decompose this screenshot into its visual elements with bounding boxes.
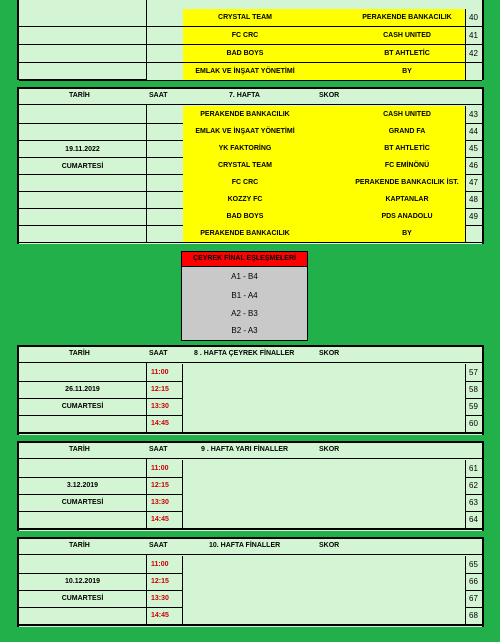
away-team: FC EMİNÖNÜ xyxy=(349,157,466,174)
score-home-cell[interactable] xyxy=(307,556,329,573)
score-away-cell[interactable] xyxy=(328,477,350,494)
score-home-cell[interactable] xyxy=(307,63,329,80)
away-team: CASH UNITED xyxy=(349,106,466,123)
home-team-cell[interactable] xyxy=(183,556,308,573)
match-date: 19.11.2022 xyxy=(65,146,100,153)
score-away-cell[interactable] xyxy=(328,208,350,225)
match-number: 63 xyxy=(469,498,478,507)
table-row xyxy=(19,607,482,626)
header-score-label: SKOR xyxy=(319,542,340,549)
score-away-cell[interactable] xyxy=(328,174,350,191)
score-away-cell[interactable] xyxy=(328,27,350,44)
header-time-label: SAAT xyxy=(149,542,168,549)
table-row xyxy=(19,573,482,591)
score-away-cell[interactable] xyxy=(328,364,350,381)
match-time: 11:00 xyxy=(146,460,183,477)
match-number: 58 xyxy=(469,385,478,394)
score-home-cell[interactable] xyxy=(307,106,329,123)
table-row xyxy=(19,590,482,608)
score-away-cell[interactable] xyxy=(328,157,350,174)
table-row xyxy=(19,477,482,495)
header-date-label: TARİH xyxy=(69,92,90,99)
away-team: PERAKENDE BANKACILIK xyxy=(349,9,466,26)
match-time: 14:45 xyxy=(146,415,183,432)
home-team-cell[interactable] xyxy=(183,511,308,528)
match-number: 60 xyxy=(469,419,478,428)
score-home-cell[interactable] xyxy=(307,494,329,511)
table-row xyxy=(19,208,482,226)
match-number: 57 xyxy=(469,368,478,377)
match-number: 64 xyxy=(469,515,478,524)
match-time: 12:15 xyxy=(146,573,183,590)
score-away-cell[interactable] xyxy=(328,45,350,62)
score-home-cell[interactable] xyxy=(307,573,329,590)
week9-block xyxy=(17,441,484,531)
table-row xyxy=(19,415,482,434)
score-home-cell[interactable] xyxy=(307,45,329,62)
away-team: BY xyxy=(349,225,466,242)
table-row xyxy=(19,556,482,574)
match-number: 65 xyxy=(469,560,478,569)
match-time: 13:30 xyxy=(146,494,183,511)
away-team-cell[interactable] xyxy=(349,494,466,511)
home-team: PERAKENDE BANKACILIK xyxy=(183,106,308,123)
match-date: 3.12.2019 xyxy=(66,482,99,489)
away-team-cell[interactable] xyxy=(349,381,466,398)
home-team: KOZZY FC xyxy=(183,191,308,208)
header-week-label: 10. HAFTA FİNALLER xyxy=(209,542,281,549)
table-row xyxy=(19,398,482,416)
week10-header xyxy=(19,537,482,555)
away-team: BT AHTLETİC xyxy=(349,45,466,62)
match-day: CUMARTESİ xyxy=(61,403,104,410)
match-number xyxy=(465,225,482,242)
away-team-cell[interactable] xyxy=(349,460,466,477)
match-time: 12:15 xyxy=(146,477,183,494)
pairing-line: A1 - B4 xyxy=(231,272,258,281)
score-home-cell[interactable] xyxy=(307,140,329,157)
score-away-cell[interactable] xyxy=(328,573,350,590)
quarter-final-pairings-box xyxy=(181,251,308,341)
score-home-cell[interactable] xyxy=(307,9,329,26)
away-team: BY xyxy=(349,63,466,80)
match-number: 45 xyxy=(469,144,478,153)
header-time-label: SAAT xyxy=(149,350,168,357)
score-away-cell[interactable] xyxy=(328,9,350,26)
score-away-cell[interactable] xyxy=(328,607,350,624)
match-number: 40 xyxy=(469,13,478,22)
header-score-label: SKOR xyxy=(319,350,340,357)
match-time: 13:30 xyxy=(146,398,183,415)
match-time: 11:00 xyxy=(146,556,183,573)
home-team-cell[interactable] xyxy=(183,494,308,511)
header-date-label: TARİH xyxy=(69,350,90,357)
table-row xyxy=(19,63,482,81)
away-team: KAPTANLAR xyxy=(349,191,466,208)
score-away-cell[interactable] xyxy=(328,63,350,80)
score-home-cell[interactable] xyxy=(307,27,329,44)
match-number: 67 xyxy=(469,594,478,603)
week8-header xyxy=(19,345,482,363)
table-row xyxy=(19,511,482,530)
match-date: 10.12.2019 xyxy=(64,578,101,585)
score-home-cell[interactable] xyxy=(307,460,329,477)
match-time: 14:45 xyxy=(146,511,183,528)
home-team: EMLAK VE İNŞAAT YÖNETİMİ xyxy=(183,123,308,140)
header-time-label: SAAT xyxy=(149,446,168,453)
match-number: 47 xyxy=(469,178,478,187)
header-score-label: SKOR xyxy=(319,446,340,453)
score-home-cell[interactable] xyxy=(307,208,329,225)
home-team-cell[interactable] xyxy=(183,381,308,398)
score-away-cell[interactable] xyxy=(328,106,350,123)
table-row xyxy=(19,123,482,141)
table-row xyxy=(19,157,482,175)
score-away-cell[interactable] xyxy=(328,415,350,432)
score-away-cell[interactable] xyxy=(328,494,350,511)
match-time: 12:15 xyxy=(146,381,183,398)
match-number: 61 xyxy=(469,464,478,473)
score-away-cell[interactable] xyxy=(328,590,350,607)
home-team-cell[interactable] xyxy=(183,415,308,432)
week10-block xyxy=(17,537,484,627)
away-team: PDS ANADOLU xyxy=(349,208,466,225)
match-day: CUMARTESİ xyxy=(61,595,104,602)
away-team-cell[interactable] xyxy=(349,607,466,624)
score-home-cell[interactable] xyxy=(307,607,329,624)
score-away-cell[interactable] xyxy=(328,225,350,242)
score-home-cell[interactable] xyxy=(307,477,329,494)
away-team-cell[interactable] xyxy=(349,556,466,573)
home-team-cell[interactable] xyxy=(183,364,308,381)
pairing-line: B1 - A4 xyxy=(231,291,258,300)
match-number xyxy=(465,63,482,80)
score-home-cell[interactable] xyxy=(307,157,329,174)
pairing-line: B2 - A3 xyxy=(231,326,258,335)
home-team: CRYSTAL TEAM xyxy=(183,157,308,174)
away-team-cell[interactable] xyxy=(349,590,466,607)
header-time-label: SAAT xyxy=(149,92,168,99)
match-day: CUMARTESİ xyxy=(61,499,104,506)
score-home-cell[interactable] xyxy=(307,225,329,242)
score-home-cell[interactable] xyxy=(307,174,329,191)
home-team-cell[interactable] xyxy=(183,607,308,624)
away-team-cell[interactable] xyxy=(349,415,466,432)
match-date: 26.11.2019 xyxy=(65,386,100,393)
week8-block xyxy=(17,345,484,435)
score-home-cell[interactable] xyxy=(307,191,329,208)
table-row xyxy=(19,140,482,158)
match-number: 62 xyxy=(469,481,478,490)
match-number: 41 xyxy=(469,31,478,40)
match-time: 13:30 xyxy=(146,590,183,607)
home-team-cell[interactable] xyxy=(183,398,308,415)
week9-header xyxy=(19,441,482,459)
table-row xyxy=(19,45,482,63)
away-team: CASH UNITED xyxy=(349,27,466,44)
week7-block xyxy=(17,87,484,244)
score-away-cell[interactable] xyxy=(328,398,350,415)
score-home-cell[interactable] xyxy=(307,415,329,432)
table-row xyxy=(19,381,482,399)
table-row xyxy=(19,364,482,382)
home-team: CRYSTAL TEAM xyxy=(183,9,308,26)
table-row xyxy=(19,225,482,243)
home-team: FC CRC xyxy=(183,174,308,191)
home-team: PERAKENDE BANKACILIK xyxy=(183,225,308,242)
score-away-cell[interactable] xyxy=(328,511,350,528)
score-away-cell[interactable] xyxy=(328,191,350,208)
week6-block xyxy=(17,0,484,80)
table-row xyxy=(19,460,482,478)
match-time: 14:45 xyxy=(146,607,183,624)
score-home-cell[interactable] xyxy=(307,590,329,607)
week7-header xyxy=(19,87,482,105)
match-number: 59 xyxy=(469,402,478,411)
away-team-cell[interactable] xyxy=(349,573,466,590)
match-time: 11:00 xyxy=(146,364,183,381)
home-team-cell[interactable] xyxy=(183,573,308,590)
home-team: BAD BOYS xyxy=(183,208,308,225)
home-team: EMLAK VE İNŞAAT YÖNETİMİ xyxy=(183,63,308,80)
table-row xyxy=(19,27,482,45)
home-team: YK FAKTORİNG xyxy=(183,140,308,157)
home-team: FC CRC xyxy=(183,27,308,44)
score-home-cell[interactable] xyxy=(307,381,329,398)
table-row xyxy=(19,191,482,209)
header-date-label: TARİH xyxy=(69,542,90,549)
away-team: PERAKENDE BANKACILIK İST. xyxy=(349,174,466,191)
away-team-cell[interactable] xyxy=(349,398,466,415)
table-row xyxy=(19,174,482,192)
score-away-cell[interactable] xyxy=(328,381,350,398)
quarter-final-pairings-title: ÇEYREK FİNAL EŞLEŞMELERİ xyxy=(182,252,307,267)
away-team-cell[interactable] xyxy=(349,511,466,528)
score-home-cell[interactable] xyxy=(307,364,329,381)
score-home-cell[interactable] xyxy=(307,398,329,415)
table-row xyxy=(19,494,482,512)
match-number: 42 xyxy=(469,49,478,58)
away-team-cell[interactable] xyxy=(349,477,466,494)
score-home-cell[interactable] xyxy=(307,511,329,528)
match-number: 49 xyxy=(469,212,478,221)
score-home-cell[interactable] xyxy=(307,123,329,140)
header-week-label: 9 . HAFTA YARI FİNALLER xyxy=(201,446,289,453)
match-number: 43 xyxy=(469,110,478,119)
score-away-cell[interactable] xyxy=(328,556,350,573)
match-number: 66 xyxy=(469,577,478,586)
match-day: CUMARTESİ xyxy=(61,163,104,170)
header-week-label: 8 . HAFTA ÇEYREK FİNALLER xyxy=(194,350,295,357)
home-team-cell[interactable] xyxy=(183,460,308,477)
home-team: BAD BOYS xyxy=(183,45,308,62)
match-number: 68 xyxy=(469,611,478,620)
header-score-label: SKOR xyxy=(319,92,340,99)
pairing-line: A2 - B3 xyxy=(231,309,258,318)
header-week-label: 7. HAFTA xyxy=(229,92,260,99)
home-team-cell[interactable] xyxy=(183,590,308,607)
score-away-cell[interactable] xyxy=(328,140,350,157)
table-row xyxy=(19,9,482,27)
away-team: GRAND FA xyxy=(349,123,466,140)
score-away-cell[interactable] xyxy=(328,460,350,477)
away-team-cell[interactable] xyxy=(349,364,466,381)
home-team-cell[interactable] xyxy=(183,477,308,494)
header-date-label: TARİH xyxy=(69,446,90,453)
away-team: BT AHTLETİC xyxy=(349,140,466,157)
table-row xyxy=(19,106,482,124)
match-number: 46 xyxy=(469,161,478,170)
match-number: 44 xyxy=(469,127,478,136)
score-away-cell[interactable] xyxy=(328,123,350,140)
match-number: 48 xyxy=(469,195,478,204)
